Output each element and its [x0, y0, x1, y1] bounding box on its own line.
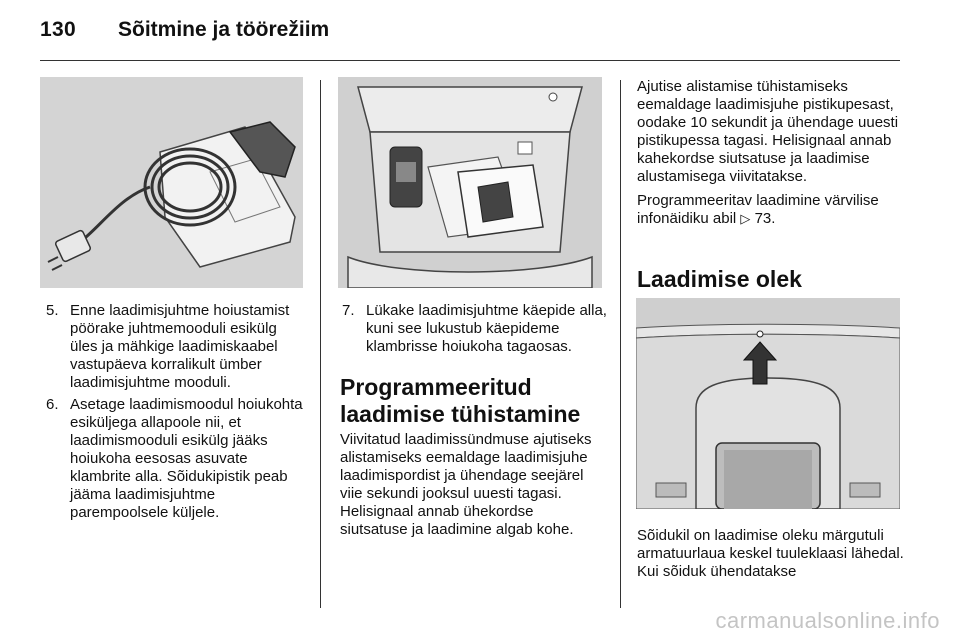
paragraph-text: Sõidukil on laadimise oleku märgutuli armatuurlaua keskel tuuleklaasi lähedal. Kui sõiduk ühendatakse [637, 527, 904, 580]
section-heading-charging-status: Laadimise olek [637, 266, 802, 292]
charging-cable-drawing [40, 77, 303, 288]
trunk-storage-drawing [338, 77, 602, 288]
list-item [46, 396, 306, 522]
column-divider-1 [320, 80, 321, 608]
header-divider [40, 60, 900, 61]
dashboard-drawing [636, 298, 900, 509]
step-number: 7. [342, 302, 355, 319]
steps-list-col1 [46, 302, 306, 526]
illustration-dashboard-status-light [636, 298, 900, 509]
step-text: Enne laadimisjuhtme hoiustamist pöörake juhtmemooduli esikülg üles ja mähkige laadimiskaabel vastupäeva korralikult ümber laadimisjuhtme mooduli. [70, 302, 290, 391]
page-number: 130 [40, 18, 76, 41]
steps-list-col2 [342, 302, 610, 360]
paragraph-text: Viivitatud laadimissündmuse ajutiseks alistamiseks eemaldage laadimisjuhe laadimispordist ja ühendage seejärel viie sekundi jooksul uuesti tagasi. Helisignaal annab ühekordse siutsatuse ja laadimine algab kohe. [340, 431, 592, 538]
page-reference-icon: ▷ [740, 211, 751, 226]
paragraph-text: Programmeeritav laadimine värvilise infonäidiku abil [637, 192, 879, 227]
paragraph-status-light [637, 527, 905, 587]
paragraph-reference [637, 192, 905, 228]
list-item [46, 302, 306, 392]
page-reference-number: 73. [754, 210, 776, 227]
step-number: 6. [46, 396, 59, 413]
watermark: carmanualsonline.info [715, 608, 940, 633]
paragraph-text: Ajutise alistamise tühistamiseks eemaldage laadimisjuhe pistikupesast, oodake 10 sekundit ja ühendage uuesti pistikupessa tagasi. Helisignaal annab kahekordse siutsatuse ja laadimise alustamisega viivitatakse. [637, 78, 899, 185]
step-number: 5. [46, 302, 59, 319]
column-divider-2 [620, 80, 621, 608]
illustration-trunk-storage [338, 77, 602, 288]
step-text: Asetage laadimismoodul hoiukohta esiküljega allapoole nii, et laadimismooduli esikülg jääks hoiukoha eesosas asuvate klambrite alla. Sõidukipistik peab jääma laadimisjuhtme parempoolsele küljele. [70, 396, 303, 521]
section-heading-programmed-charging: Programmeeritud laadimise tühistamine [340, 374, 581, 427]
page-title: Sõitmine ja töörežiim [118, 18, 330, 41]
paragraph-cancel-override [637, 78, 905, 234]
page-header [40, 18, 900, 62]
step-text: Lükake laadimisjuhtme käepide alla, kuni see lukustub käepideme klambrisse hoiukoha tagaosas. [366, 302, 607, 355]
list-item [342, 302, 610, 356]
paragraph-override [340, 431, 605, 545]
illustration-charging-cable-module [40, 77, 303, 288]
